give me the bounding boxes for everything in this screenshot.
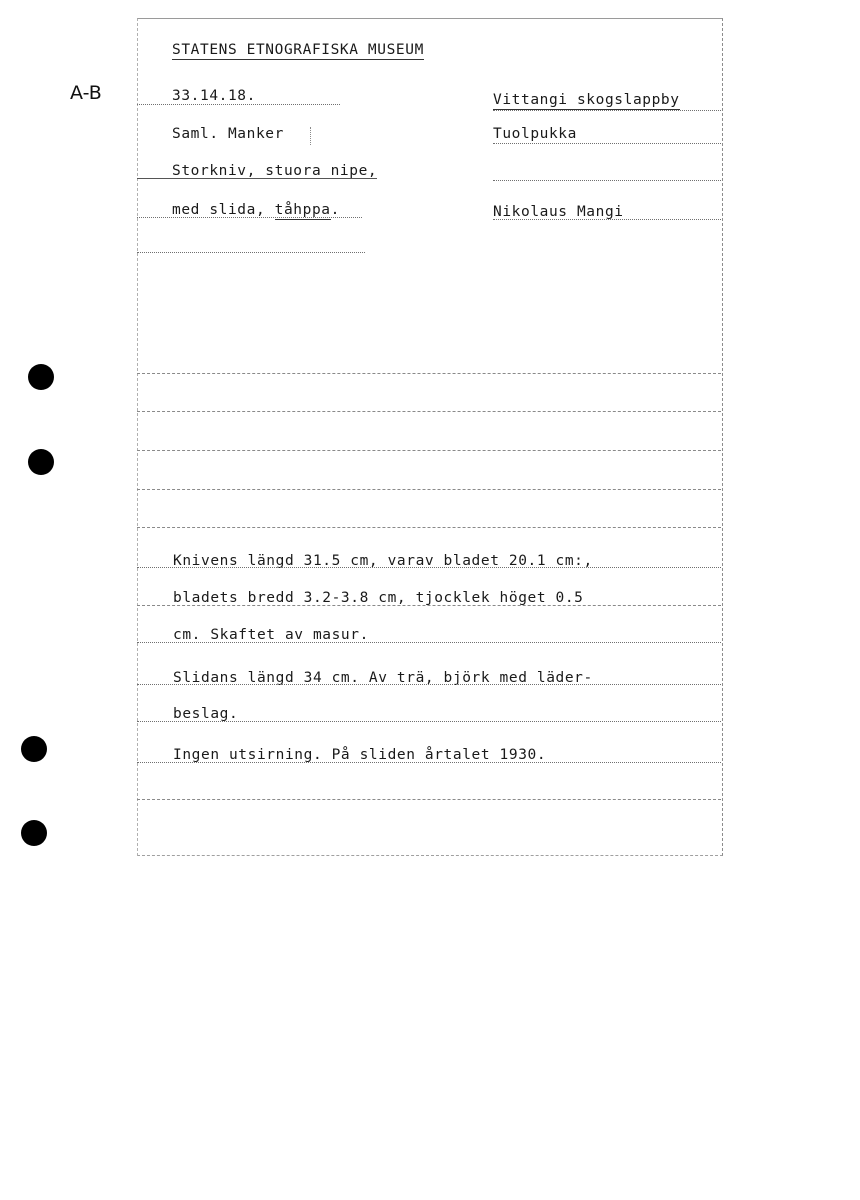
- empty-rule-3: [137, 450, 721, 451]
- description-line-5: beslag.: [173, 706, 239, 722]
- object-name-cont-prefix: med slida,: [172, 202, 275, 218]
- description-rule-3: [137, 642, 721, 643]
- description-line-3: cm. Skaftet av masur.: [173, 627, 369, 643]
- place-rule: [493, 110, 721, 111]
- punch-hole-4: [21, 820, 47, 846]
- empty-rule-1: [137, 373, 721, 374]
- description-rule-2: [137, 605, 721, 606]
- place: Vittangi skogslappby: [493, 92, 680, 108]
- object-name-sami: tåhppa: [274, 202, 331, 218]
- object-name-cont-suffix: .: [330, 202, 340, 218]
- person-rule: [493, 219, 721, 220]
- object-name: Storkniv, stuora nipe,: [172, 163, 378, 179]
- description-rule-7: [137, 799, 721, 800]
- column-tick: [310, 127, 311, 145]
- punch-hole-2: [28, 449, 54, 475]
- description-rule-4: [137, 684, 721, 685]
- description-rule-1: [137, 567, 721, 568]
- person: Nikolaus Mangi: [493, 204, 624, 220]
- description-line-4: Slidans längd 34 cm. Av trä, björk med läder-: [173, 670, 593, 686]
- margin-note: A-B: [70, 82, 102, 104]
- institution-title: STATENS ETNOGRAFISKA MUSEUM: [172, 42, 424, 58]
- empty-rule-2: [137, 411, 721, 412]
- description-line-2: bladets bredd 3.2-3.8 cm, tjocklek höget 0.5: [173, 590, 584, 606]
- description-line-1: Knivens längd 31.5 cm, varav bladet 20.1 cm:,: [173, 553, 593, 569]
- subplace-rule: [493, 143, 721, 144]
- empty-rule-5: [137, 527, 721, 528]
- blank-field-rule: [493, 180, 721, 181]
- catalog-number-rule: [137, 104, 340, 105]
- description-rule-6: [137, 762, 721, 763]
- subplace: Tuolpukka: [493, 126, 577, 142]
- empty-rule-4: [137, 489, 721, 490]
- catalog-number: 33.14.18.: [172, 88, 256, 104]
- punch-hole-3: [21, 736, 47, 762]
- description-line-6: Ingen utsirning. På sliden årtalet 1930.: [173, 747, 547, 763]
- punch-hole-1: [28, 364, 54, 390]
- left-block-end-rule: [137, 252, 365, 253]
- description-rule-5: [137, 721, 721, 722]
- object-name-continued: [172, 203, 340, 218]
- collection: Saml. Manker: [172, 126, 284, 142]
